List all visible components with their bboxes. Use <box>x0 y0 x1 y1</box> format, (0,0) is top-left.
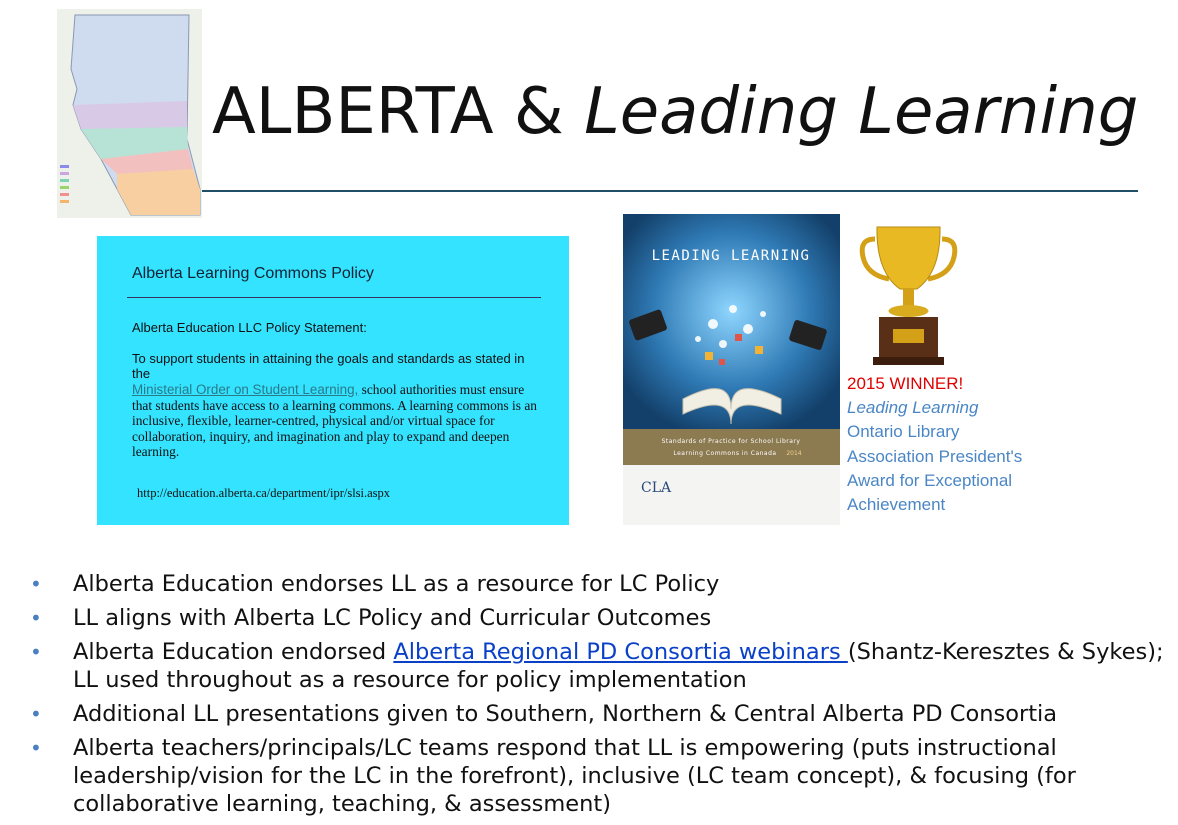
bullet-text: (Shantz-Keresztes & Sykes); LL used throughout as a resource for policy implementation <box>73 639 1164 693</box>
bullet-icon: • <box>30 606 42 630</box>
bullet-icon: • <box>30 736 42 760</box>
bullet-item <box>30 700 1165 728</box>
award-line-2: Association President's <box>847 446 1023 466</box>
bullet-text: Additional LL presentations given to Southern, Northern & Central Alberta PD Consortia <box>73 701 1058 727</box>
book-subtitle-2: Learning Commons in Canada <box>673 450 777 457</box>
policy-body <box>132 382 542 460</box>
bullet-icon: • <box>30 702 42 726</box>
bullet-icon: • <box>30 572 42 596</box>
bullet-text: LL aligns with Alberta LC Policy and Curricular Outcomes <box>73 605 712 631</box>
award-book-title: Leading Learning <box>847 398 979 418</box>
bullet-item <box>30 570 1165 598</box>
award-line-4: Achievement <box>847 495 946 515</box>
bullet-item <box>30 604 1165 632</box>
cla-logo: CLA <box>641 480 672 496</box>
policy-body-text: school authorities must ensure that students have access to a learning commons. A learning commons is an inclusive, flexible, learner-centred, physical and/or virtual space for collaboration, inquiry, and imagination and play to expand and deepen learning. <box>132 382 537 459</box>
award-winner: 2015 WINNER! <box>847 374 964 393</box>
book-year: 2014 <box>786 450 802 457</box>
title-divider <box>202 190 1138 192</box>
pd-consortia-webinars-link[interactable]: Alberta Regional PD Consortia webinars <box>393 639 848 665</box>
award-line-1: Ontario Library <box>847 422 960 442</box>
trophy-icon <box>857 217 960 366</box>
policy-divider <box>127 297 541 298</box>
ministerial-order-link[interactable]: Ministerial Order on Student Learning, <box>132 382 359 397</box>
policy-intro: To support students in attaining the goals and standards as stated in the <box>132 351 525 381</box>
leading-learning-book-cover <box>623 214 840 525</box>
alberta-map-image <box>57 9 202 218</box>
bullet-item <box>30 734 1165 818</box>
bullet-icon: • <box>30 640 42 664</box>
bullet-text: Alberta Education endorsed <box>73 639 394 665</box>
title-part1: ALBERTA & <box>212 75 585 149</box>
title-part2: Leading Learning <box>584 75 1139 149</box>
bullet-text: Alberta Education endorses LL as a resource for LC Policy <box>73 571 720 597</box>
slide-title <box>212 74 1138 150</box>
book-title: LEADING LEARNING <box>651 248 811 264</box>
bullet-text: Alberta teachers/principals/LC teams respond that LL is empowering (puts instructional leadership/vision for the LC in the forefront), inclusive (LC team concept), & focusing (for collaborative learning, teaching, & assessment) <box>73 735 1076 817</box>
book-subtitle-1: Standards of Practice for School Library <box>661 438 801 445</box>
policy-title: Alberta Learning Commons Policy <box>132 265 374 282</box>
policy-panel <box>97 236 569 525</box>
award-text <box>847 372 1087 517</box>
award-line-3: Award for Exceptional <box>847 470 1013 490</box>
bullet-item <box>30 638 1165 694</box>
policy-url: http://education.alberta.ca/department/ipr/slsi.aspx <box>137 486 391 500</box>
policy-statement-heading: Alberta Education LLC Policy Statement: <box>132 320 367 335</box>
bullet-list <box>30 570 1165 824</box>
